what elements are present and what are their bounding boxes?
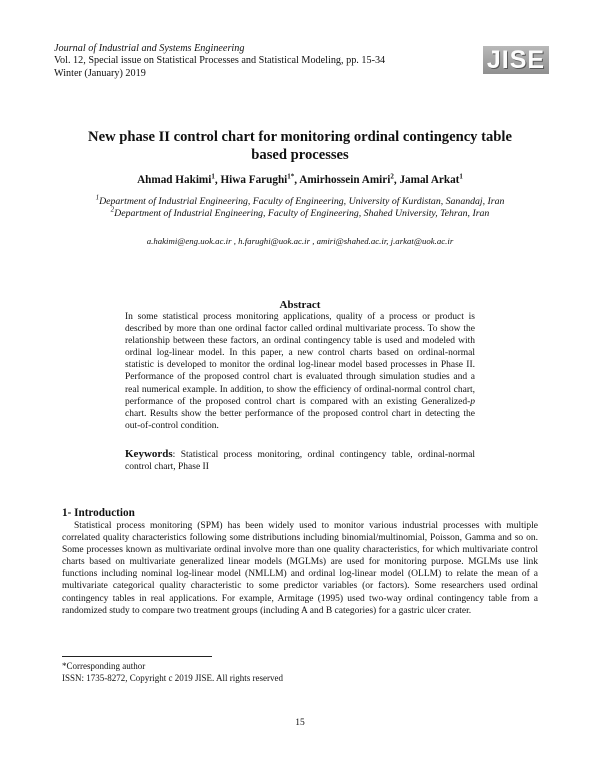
author-name: Jamal Arkat [399, 174, 460, 186]
author-name: Ahmad Hakimi [137, 174, 212, 186]
footnotes [62, 660, 283, 684]
date-line: Winter (January) 2019 [54, 67, 146, 79]
author-sup: 1 [459, 172, 463, 181]
keywords-text: : Statistical process monitoring, ordinal contingency table, ordinal-normal control chart, Phase II [125, 450, 475, 473]
author-name: Amirhossein Amiri [299, 174, 391, 186]
affiliation-text: Department of Industrial Engineering, Faculty of Engineering, Shahed University, Tehran, Iran [114, 208, 490, 220]
abstract-text: In some statistical process monitoring applications, quality of a process or product is described by more than one ordinal factor called ordinal multivariate process. To show the relationship between these factors, an ordinal contingency table is used and modeled with ordinal log-linear model. In this paper, a new control charts based on ordinal-normal statistic is developed to monitor the ordinal log-linear model based processes in Phase II. Performance of the proposed control chart is evaluated through simulation studies and a real numerical example. In addition, to show the efficiency of ordinal-normal control chart, performance of the proposed control chart is compared with an existing Generalized- [125, 312, 475, 407]
title-line-2: based processes [251, 147, 349, 163]
affiliation-2 [40, 205, 560, 220]
abstract-heading: Abstract [279, 299, 321, 311]
affiliation-1 [40, 193, 560, 208]
author-list: Ahmad Hakimi$^1$, Hiwa Farughi$^{1*}$, Amirhossein Amiri$^2$, Jamal Arkat$^1$ [137, 172, 463, 186]
affiliation-text: Department of Industrial Engineering, Faculty of Engineering, University of Kurdistan, Sanandaj, Iran [99, 196, 505, 207]
corresponding-author-note: *Corresponding author [62, 661, 146, 671]
affiliation-sup: 1 [95, 193, 100, 202]
page-number: 15 [295, 718, 305, 728]
introduction-paragraph: Statistical process monitoring (SPM) has been widely used to monitor various industrial processes with multiple correlated quality characteristics following some distributions including binomial/multinomial, Poisson, Gamma and so on. Some processes known as multivariate ordinal involve more than one quality characteristics, for which multivariate control charts based on multivariate generalized linear models (MGLMs) are used for monitoring purpose. MGLMs use link functions including nominal log-linear model (NMLLM) and ordinal log-linear model (OLLM) to relate the mean of a multivariate categorical quality characteristic to some predictor variables (or factors). Some researchers used ordinal contingency tables in real applications. For example, Armitage (1995) used two-way ordinal contingency table from a randomized study to compare two treatment groups (including A and B categories) for a gastric ulcer crater. [62, 521, 538, 616]
author-sup: 2 [390, 172, 394, 181]
author-sup: 1* [287, 172, 295, 181]
title-line-1: New phase II control chart for monitoring ordinal contingency table [88, 129, 512, 145]
footnote-divider [62, 656, 212, 657]
journal-header [54, 43, 385, 80]
keywords-label: Keywords [125, 448, 173, 460]
jise-logo: JISE [483, 46, 549, 74]
volume-line: Vol. 12, Special issue on Statistical Processes and Statistical Modeling, pp. 15-34 [54, 55, 386, 67]
journal-name: Journal of Industrial and Systems Engineering [54, 43, 245, 54]
author-name: Hiwa Farughi [220, 174, 288, 186]
abstract-p-symbol: p [470, 396, 475, 407]
paper-title [50, 128, 550, 164]
author-sup: 1 [211, 172, 215, 181]
affiliations [40, 193, 560, 220]
issn-copyright: ISSN: 1735-8272, Copyright c 2019 JISE. All rights reserved [62, 673, 283, 683]
keywords [125, 448, 475, 473]
abstract-body [125, 311, 475, 432]
abstract-text-end: chart. Results show the better performance of the proposed control chart in detecting the out-of-control condition. [125, 408, 475, 431]
author-emails: a.hakimi@eng.uok.ac.ir , h.farughi@uok.ac.ir , amiri@shahed.ac.ir, j.arkat@uok.ac.ir [146, 236, 454, 246]
section-heading-introduction: 1- Introduction [62, 507, 135, 519]
affiliation-sup: 2 [110, 205, 115, 214]
